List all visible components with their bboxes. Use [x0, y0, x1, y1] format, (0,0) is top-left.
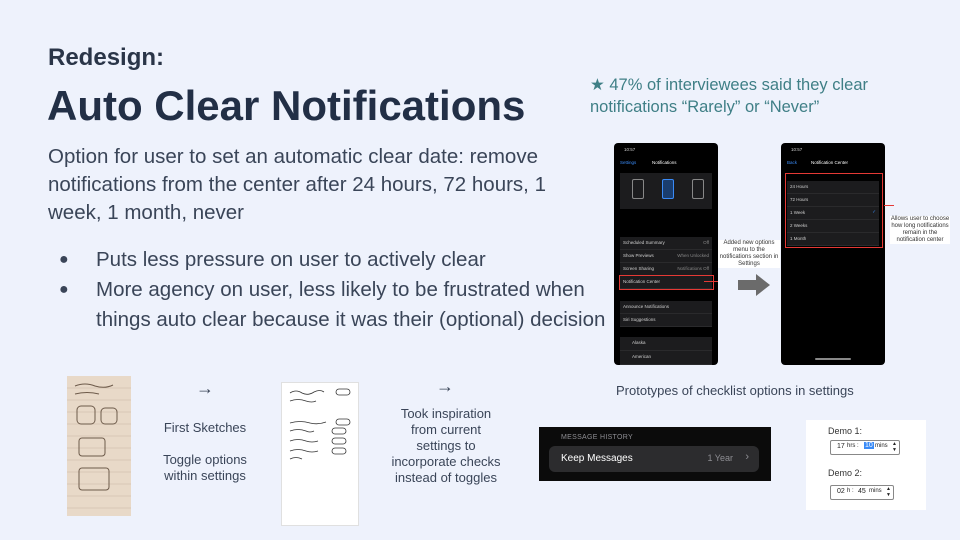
stack-style-icon: [632, 179, 644, 199]
phone-mockup-notifications: [614, 143, 718, 365]
minutes-field-selected[interactable]: 10: [865, 442, 873, 449]
checkmark-icon: ✓: [872, 209, 876, 214]
app-row[interactable]: American: [620, 351, 712, 365]
phone-time: 10:57: [624, 147, 636, 152]
screen-title: Notification Center: [811, 160, 849, 165]
inspiration-caption: Took inspiration from current settings to incorporate checks instead of toggles: [391, 406, 501, 485]
keep-messages-value: 1 Year: [707, 453, 733, 463]
home-indicator: [815, 358, 851, 360]
option-row[interactable]: 1 Week ✓: [787, 207, 879, 220]
count-style-icon: [662, 179, 674, 199]
bullet-item: [48, 275, 608, 335]
settings-row[interactable]: Announce Notifications: [620, 301, 712, 314]
demo2-label: Demo 2:: [828, 468, 863, 478]
interview-stat: ★ 47% of interviewees said they clear notifications “Rarely” or “Never”: [590, 76, 869, 116]
chevron-right-icon: ›: [745, 451, 749, 463]
back-link: Back: [787, 160, 798, 165]
bullet-dot-icon: ●: [59, 281, 69, 298]
callout-right: Allows user to choose how long notifications remain in the notification center: [890, 216, 950, 243]
phone-time: 10:57: [791, 147, 803, 152]
sketch-arrow-icon: →: [196, 378, 214, 398]
settings-row[interactable]: Scheduled Summary Off: [620, 237, 712, 250]
style-preview-box: [620, 173, 712, 209]
first-sketches-caption: First Sketches: [163, 420, 247, 435]
demo1-time-input[interactable]: 17 hrs : 10 mins ▲ ▼: [830, 440, 900, 455]
prototypes-caption: Prototypes of checklist options in settings: [616, 383, 854, 398]
demo2-time-input[interactable]: 02 h : 45 mins ▲ ▼: [830, 485, 894, 500]
keep-messages-label: Keep Messages: [561, 453, 633, 464]
settings-row[interactable]: Show Previews When Unlocked: [620, 250, 712, 263]
highlight-box: [619, 275, 714, 290]
toggle-sketch: [281, 382, 359, 526]
option-row[interactable]: 2 Weeks: [787, 220, 879, 233]
bullet-dot-icon: ●: [59, 251, 69, 268]
option-row[interactable]: 1 Month: [787, 233, 879, 246]
callout-connector: [704, 281, 718, 282]
message-history-panel: [539, 427, 771, 481]
message-history-header: MESSAGE HISTORY: [561, 434, 633, 441]
demo1-label: Demo 1:: [828, 426, 863, 436]
bullet-text: More agency on user, less likely to be frustrated when things auto clear because it was their (optional) decision: [96, 278, 606, 331]
slide-subtitle: Redesign:: [48, 44, 165, 71]
callout-left: Added new options menu to the notifications section in Settings: [719, 240, 779, 267]
option-row[interactable]: 24 Hours: [787, 181, 879, 194]
back-link: Settings: [620, 160, 637, 165]
bullet-list: [48, 245, 608, 335]
spinner-arrows-icon[interactable]: ▲ ▼: [886, 486, 891, 498]
spinner-arrows-icon[interactable]: ▲ ▼: [892, 441, 897, 453]
bullet-text: Puts less pressure on user to actively clear: [96, 248, 486, 271]
bullet-item: [48, 245, 608, 275]
settings-row[interactable]: Siri Suggestions: [620, 314, 712, 327]
callout-connector: [884, 205, 894, 206]
description-text: Option for user to set an automatic clear date: remove notifications from the center after 24 hours, 72 hours, 1 week, 1 month, never: [48, 145, 546, 224]
toggle-options-caption: Toggle options within settings: [163, 452, 247, 483]
screen-title: Notifications: [652, 160, 677, 165]
phone-mockup-notification-center: [781, 143, 885, 365]
option-row[interactable]: 72 Hours: [787, 194, 879, 207]
notification-center-row[interactable]: Notification Center: [620, 276, 712, 289]
slide-title: Auto Clear Notifications: [47, 82, 526, 129]
sketch-arrow-icon: →: [436, 376, 454, 396]
first-sketch-photo: [67, 376, 131, 516]
settings-row[interactable]: Screen Sharing Notifications Off: [620, 263, 712, 276]
highlight-box: [785, 173, 883, 248]
list-style-icon: [692, 179, 704, 199]
keep-messages-row[interactable]: [549, 446, 759, 472]
app-row[interactable]: Alaska: [620, 337, 712, 351]
demo-spinners: [806, 420, 926, 510]
